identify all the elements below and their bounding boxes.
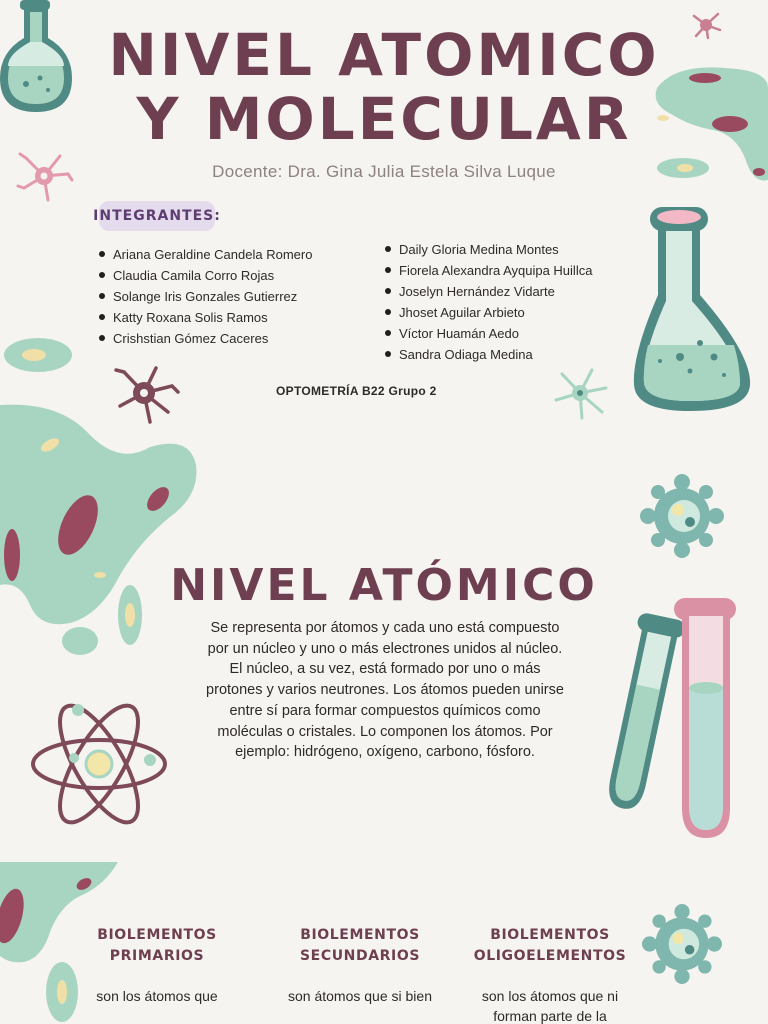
bio-title-line: BIOLEMENTOS (490, 927, 610, 943)
member-item: Joselyn Hernández Vidarte (385, 281, 592, 302)
bio-title-line: SECUNDARIOS (299, 948, 421, 964)
biolementos-primarios-text: son los átomos que (96, 988, 218, 1004)
member-item: Crishstian Gómez Caceres (99, 328, 312, 349)
virus-icon (642, 904, 722, 984)
member-item: Jhoset Aguilar Arbieto (385, 302, 592, 323)
bio-title-line: BIOLEMENTOS (300, 927, 420, 943)
bio-title-line: BIOLEMENTOS (97, 927, 217, 943)
biolementos-secundarios-text: son átomos que si bien (288, 988, 432, 1004)
member-item: Víctor Huamán Aedo (385, 323, 592, 344)
member-item: Sandra Odiaga Medina (385, 344, 592, 365)
page-title-line-1: NIVEL ATOMICO (108, 21, 660, 89)
biolementos-oligoelementos-title (460, 925, 640, 967)
members-list-left (99, 244, 312, 349)
biolementos-secundarios-title (270, 925, 450, 967)
erlenmeyer-flask-icon (630, 205, 755, 415)
virus-icon (640, 474, 724, 558)
test-tubes-icon (588, 596, 738, 840)
group-label: OPTOMETRÍA B22 Grupo 2 (276, 384, 437, 398)
member-item: Katty Roxana Solis Ramos (99, 307, 312, 328)
members-list-right (385, 239, 592, 365)
member-item: Fiorela Alexandra Ayquipa Huillca (385, 260, 592, 281)
biolementos-primarios-title (67, 925, 247, 967)
member-item: Claudia Camila Corro Rojas (99, 265, 312, 286)
bio-title-line: PRIMARIOS (109, 948, 205, 964)
section-body-nivel-atomico: Se representa por átomos y cada uno está compuesto por un núcleo y uno o más electrones unidos al núcleo. El núcleo, a su vez, está formado por uno o más protones y varios neutrones. Los átomos pueden unirse entre sí para formar compuestos químicos como moléculas o cristales. Lo componen los átomos. Por ejemplo: hidrógeno, oxígeno, carbono, fósforo. (206, 620, 564, 761)
docente-label: Docente: Dra. Gina Julia Estela Silva Luque (212, 162, 556, 181)
member-item: Daily Gloria Medina Montes (385, 239, 592, 260)
member-item: Solange Iris Gonzales Gutierrez (99, 286, 312, 307)
bio-title-line: OLIGOELEMENTOS (473, 948, 627, 964)
page-title-line-2: Y MOLECULAR (136, 85, 632, 153)
atom-icon (28, 696, 170, 832)
section-title-nivel-atomico: NIVEL ATÓMICO (170, 560, 598, 611)
neuron-icon (552, 366, 608, 420)
slime-splash-icon (0, 405, 200, 660)
biolementos-oligoelementos-text: son los átomos que ni forman parte de la (481, 988, 619, 1024)
slime-drop-icon (2, 335, 74, 375)
member-item: Ariana Geraldine Candela Romero (99, 244, 312, 265)
integrantes-badge: INTEGRANTES: (99, 201, 215, 231)
